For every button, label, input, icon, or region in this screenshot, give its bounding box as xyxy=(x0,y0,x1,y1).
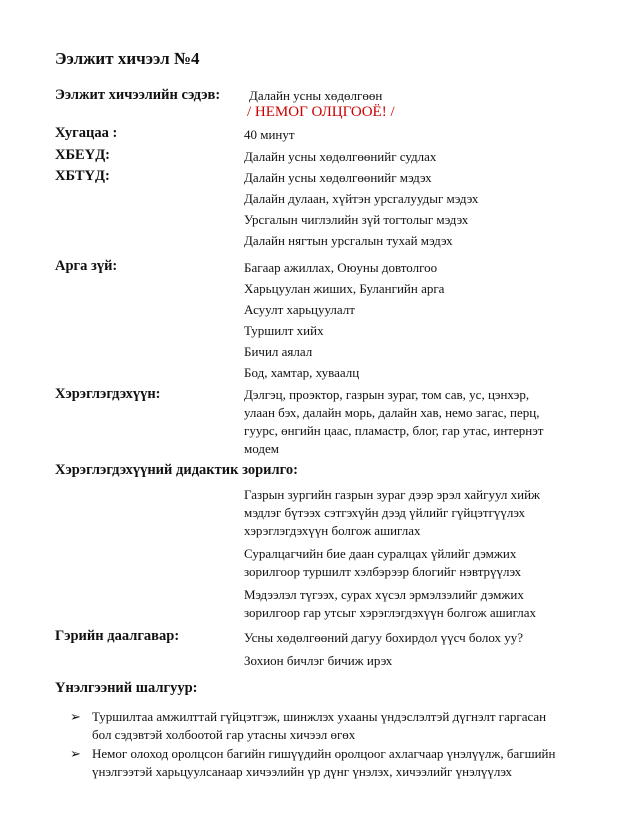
materials-label: Хэрэглэгдэхүүн: xyxy=(55,386,161,402)
criteria-line: Немог олоход оролцсон багийн гишүүдийн оролцоог ахлагчаар үнэлүүлж, багшийн xyxy=(92,746,556,761)
method-item: Багаар ажиллах, Оюуны довтолгоо xyxy=(244,260,438,275)
topic-value: Далайн усны хөдөлгөөн xyxy=(249,88,383,103)
topic-subtitle: / НЕМОГ ОЛЦГООЁ! / xyxy=(247,104,395,120)
hbtud-label: ХБТҮД: xyxy=(55,168,110,184)
didactic-line: зорилгоор туршилт хэлбэрээр блогийг нэвтрүүлэх xyxy=(244,564,522,579)
homework-item: Зохион бичлэг бичиж ирэх xyxy=(244,653,393,668)
hbtud-item: Далайн дулаан, хүйтэн урсгалуудыг мэдэх xyxy=(244,191,479,206)
criteria-line: үнэлгээтэй харьцуулсанаар хичээлийн үр дүнг үнэлэх, хичээлийг үнэлүүлэх xyxy=(92,764,512,779)
method-item: Харьцуулан жиших, Булангийн арга xyxy=(244,281,445,296)
criteria-item xyxy=(70,745,630,781)
hbeud-label: ХБЕҮД: xyxy=(55,147,111,163)
arrow-bullet-icon: ➢ xyxy=(70,709,81,724)
materials-line: улаан бэх, далайн морь, далайн хав, немо загас, перц, xyxy=(244,405,540,420)
duration-label: Хугацаа : xyxy=(55,125,118,141)
criteria-line: Туршилтаа амжилттай гүйцэтгэж, шинжлэх ухааны үндэслэлтэй дүгнэлт гаргасан xyxy=(92,709,547,724)
materials-line: модем xyxy=(244,441,279,456)
method-item: Бичил аялал xyxy=(244,344,313,359)
materials-line: Дэлгэц, проэктор, газрын зураг, том сав, ус, цэнхэр, xyxy=(244,387,530,402)
criteria-label: Үнэлгээний шалгуур: xyxy=(55,680,198,696)
method-item: Асуулт харьцуулалт xyxy=(244,302,355,317)
didactic-line: Суралцагчийн бие даан суралцах үйлийг дэмжих xyxy=(244,546,517,561)
criteria-item xyxy=(70,708,630,744)
homework-item: Усны хөдөлгөөний дагуу бохирдол үүсч болох уу? xyxy=(244,630,524,645)
hbtud-item: Далайн усны хөдөлгөөнийг мэдэх xyxy=(244,170,432,185)
didactic-label: Хэрэглэгдэхүүний дидактик зорилго: xyxy=(55,462,298,478)
didactic-line: Газрын зургийн газрын зураг дээр эрэл хайгуул хийж xyxy=(244,487,541,502)
didactic-line: зорилгоор гар утсыг хэрэглэгдэхүүн болгож ашиглах xyxy=(244,605,537,620)
duration-value: 40 минут xyxy=(244,127,295,142)
materials-line: гуурс, өнгийн цаас, пламастр, блог, гар утас, интернэт xyxy=(244,423,544,438)
homework-label: Гэрийн даалгавар: xyxy=(55,628,180,644)
lesson-title: Ээлжит хичээл №4 xyxy=(55,49,200,68)
criteria-line: бол сэдэвтэй холбоотой гар утасны хичээл өгөх xyxy=(92,727,356,742)
hbtud-item: Далайн нягтын урсгалын тухай мэдэх xyxy=(244,233,453,248)
hbeud-value: Далайн усны хөдөлгөөнийг судлах xyxy=(244,149,437,164)
topic-label: Ээлжит хичээлийн сэдэв: xyxy=(55,87,221,103)
didactic-line: Мэдээлэл түгээх, сурах хүсэл эрмэлзэлийг дэмжих xyxy=(244,587,524,602)
didactic-line: мэдлэг бүтээх сэтгэхүйн дээд үйлийг гүйцэтгүүлэх xyxy=(244,505,525,520)
didactic-line: хэрэглэгдэхүүн болгож ашиглах xyxy=(244,523,421,538)
hbtud-item: Урсгалын чиглэлийн зүй тогтолыг мэдэх xyxy=(244,212,469,227)
method-item: Бод, хамтар, хуваалц xyxy=(244,365,360,380)
method-item: Туршилт хийх xyxy=(244,323,324,338)
arrow-bullet-icon: ➢ xyxy=(70,746,81,761)
method-label: Арга зүй: xyxy=(55,258,118,274)
